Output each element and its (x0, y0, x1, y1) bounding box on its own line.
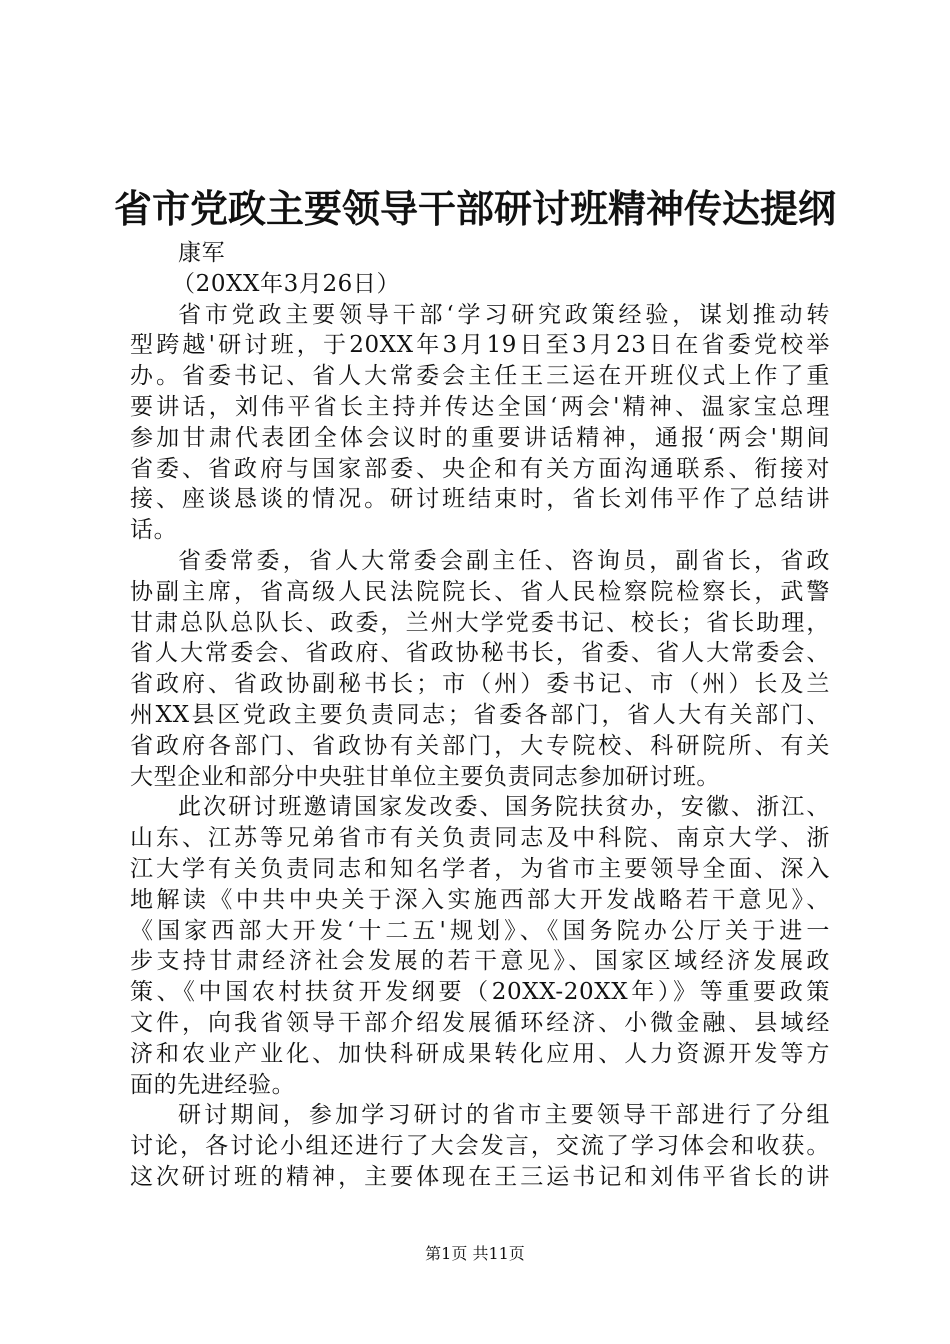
paragraph-4 (130, 1100, 830, 1192)
paragraph-line: 参加甘肃代表团全体会议时的重要讲话精神，通报‘两会'期间 (130, 424, 830, 451)
paragraph-line: 省人大常委会、省政府、省政协秘书长，省委、省人大常委会、 (130, 640, 830, 667)
paragraph-line: 办。省委书记、省人大常委会主任王三运在开班仪式上作了重 (130, 363, 830, 390)
paragraph-line: 这次研讨班的精神，主要体现在王三运书记和刘伟平省长的讲 (130, 1163, 830, 1190)
paragraph-line: 地解读《中共中央关于深入实施西部大开发战略若干意见》、 (130, 886, 830, 913)
paragraph-line: 接、座谈恳谈的情况。研讨班结束时，省长刘伟平作了总结讲 (130, 486, 830, 513)
paragraph-line: 大型企业和部分中央驻甘单位主要负责同志参加研讨班。 (130, 763, 720, 790)
paragraph-line: 省市党政主要领导干部‘学习研究政策经验，谋划推动转 (178, 301, 830, 328)
author-line: 康军 (178, 240, 226, 266)
paragraph-line: 江大学有关负责同志和知名学者，为省市主要领导全面、深入 (130, 855, 830, 882)
date-line: （20XX年3月26日） (172, 270, 401, 297)
paragraph-line: 省委常委，省人大常委会副主任、咨询员，副省长，省政 (178, 547, 830, 574)
paragraph-line: 甘肃总队总队长、政委，兰州大学党委书记、校长；省长助理， (130, 609, 830, 636)
paragraph-line: 讨论，各讨论小组还进行了大会发言，交流了学习体会和收获。 (130, 1133, 830, 1160)
paragraph-line: 此次研讨班邀请国家发改委、国务院扶贫办，安徽、浙江、 (178, 794, 830, 821)
paragraph-line: 要讲话，刘伟平省长主持并传达全国‘两会'精神、温家宝总理 (130, 393, 830, 420)
paragraph-line: 面的先进经验。 (130, 1071, 296, 1098)
paragraph-line: 济和农业产业化、加快科研成果转化应用、人力资源开发等方 (130, 1040, 830, 1067)
paragraph-line: 协副主席，省高级人民法院院长、省人民检察院检察长，武警 (130, 578, 830, 605)
document-title: 省市党政主要领导干部研讨班精神传达提纲 (113, 186, 836, 231)
paragraph-line: 文件，向我省领导干部介绍发展循环经济、小微金融、县域经 (130, 1009, 830, 1036)
page-footer: 第1页 共11页 (425, 1244, 525, 1263)
paragraph-line: 州XX县区党政主要负责同志；省委各部门，省人大有关部门、 (130, 701, 830, 728)
paragraph-line: 《国家西部大开发‘十二五'规划》、《国务院办公厅关于进一 (130, 917, 830, 944)
paragraph-line: 型跨越'研讨班，于20XX年3月19日至3月23日在省委党校举 (130, 332, 830, 359)
paragraph-2 (130, 546, 830, 792)
paragraph-line: 省政府、省政协副秘书长；市（州）委书记、市（州）长及兰 (130, 671, 830, 698)
paragraph-line: 山东、江苏等兄弟省市有关负责同志及中科院、南京大学、浙 (130, 825, 830, 852)
paragraph-line: 省政府各部门、省政协有关部门，大专院校、科研院所、有关 (130, 732, 830, 759)
document-body (130, 238, 830, 1193)
paragraph-3 (130, 792, 830, 1100)
paragraph-1 (130, 300, 830, 546)
paragraph-line: 研讨期间，参加学习研讨的省市主要领导干部进行了分组 (178, 1102, 830, 1129)
paragraph-line: 步支持甘肃经济社会发展的若干意见》、国家区域经济发展政 (130, 948, 830, 975)
paragraph-line: 策、《中国农村扶贫开发纲要（20XX-20XX年）》等重要政策 (130, 979, 830, 1006)
paragraph-line: 省委、省政府与国家部委、央企和有关方面沟通联系、衔接对 (130, 455, 830, 482)
paragraph-line: 话。 (130, 517, 178, 544)
